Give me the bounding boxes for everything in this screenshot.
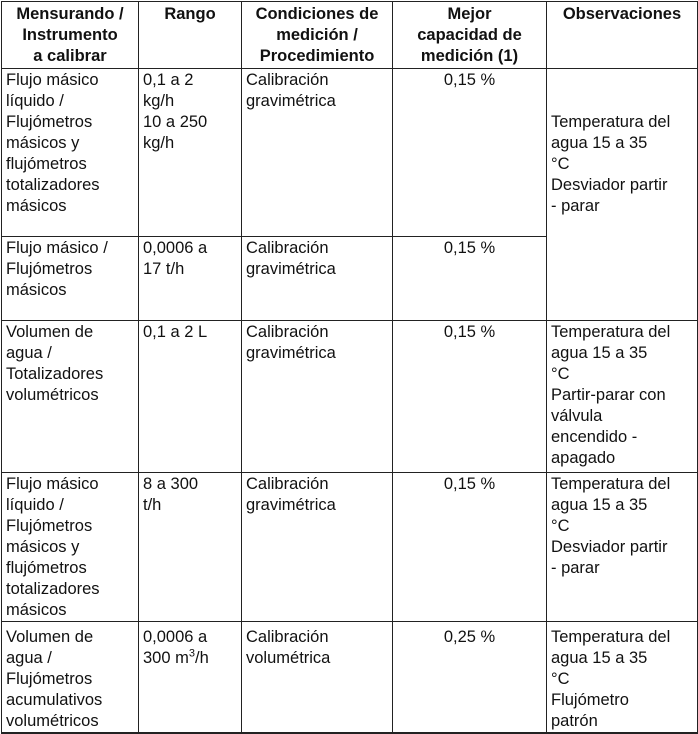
cell-mensurando: Flujo másico / Flujómetros másicos: [2, 237, 139, 321]
cell-rango: 0,1 a 2 L: [139, 321, 242, 473]
calibration-table: [1, 1, 698, 734]
cell-mensurando: Volumen de agua / Totalizadores volumétricos: [2, 321, 139, 473]
rango-value: 300 m: [143, 649, 189, 667]
cell-observaciones: Temperatura del agua 15 a 35 °C Desviador partir - parar: [547, 473, 698, 622]
cell-observaciones: Temperatura del agua 15 a 35 °C Partir-parar con válvula encendido - apagado: [547, 321, 698, 473]
cell-mensurando: Volumen de agua / Flujómetros acumulativos volumétricos: [2, 622, 139, 734]
table-row: [2, 622, 698, 734]
cell-capacidad: 0,15 %: [393, 237, 547, 321]
header-row: [2, 2, 698, 69]
cell-rango: 8 a 300 t/h: [139, 473, 242, 622]
rango-unit: /h: [194, 649, 209, 667]
cell-observaciones: Temperatura del agua 15 a 35 °C Flujómetro patrón: [547, 622, 698, 734]
cell-capacidad: 0,15 %: [393, 69, 547, 237]
cell-capacidad: 0,25 %: [393, 622, 547, 734]
table-row: [2, 473, 698, 622]
rango-line2: [143, 649, 209, 667]
cell-rango: 0,0006 a 17 t/h: [139, 237, 242, 321]
header-capacidad: Mejor capacidad de medición (1): [393, 2, 547, 69]
table-row: [2, 69, 698, 237]
header-rango: Rango: [139, 2, 242, 69]
cell-capacidad: 0,15 %: [393, 321, 547, 473]
cell-rango: [139, 622, 242, 734]
cell-condiciones: Calibración gravimétrica: [242, 237, 393, 321]
cell-mensurando: Flujo másico líquido / Flujómetros másicos y flujómetros totalizadores másicos: [2, 473, 139, 622]
cell-mensurando: Flujo másico líquido / Flujómetros másicos y flujómetros totalizadores másicos: [2, 69, 139, 237]
cell-condiciones: Calibración volumétrica: [242, 622, 393, 734]
cell-capacidad: 0,15 %: [393, 473, 547, 622]
cell-condiciones: Calibración gravimétrica: [242, 473, 393, 622]
cell-observaciones: Temperatura del agua 15 a 35 °C Desviador partir - parar: [547, 69, 698, 321]
cell-rango: 0,1 a 2 kg/h 10 a 250 kg/h: [139, 69, 242, 237]
cell-condiciones: Calibración gravimétrica: [242, 321, 393, 473]
cell-condiciones: Calibración gravimétrica: [242, 69, 393, 237]
rango-exponent: 3: [188, 647, 195, 660]
table-row: [2, 321, 698, 473]
header-mensurando: Mensurando / Instrumento a calibrar: [2, 2, 139, 69]
header-observaciones: Observaciones: [547, 2, 698, 69]
header-condiciones: Condiciones de medición / Procedimiento: [242, 2, 393, 69]
rango-line1: 0,0006 a: [143, 628, 208, 646]
